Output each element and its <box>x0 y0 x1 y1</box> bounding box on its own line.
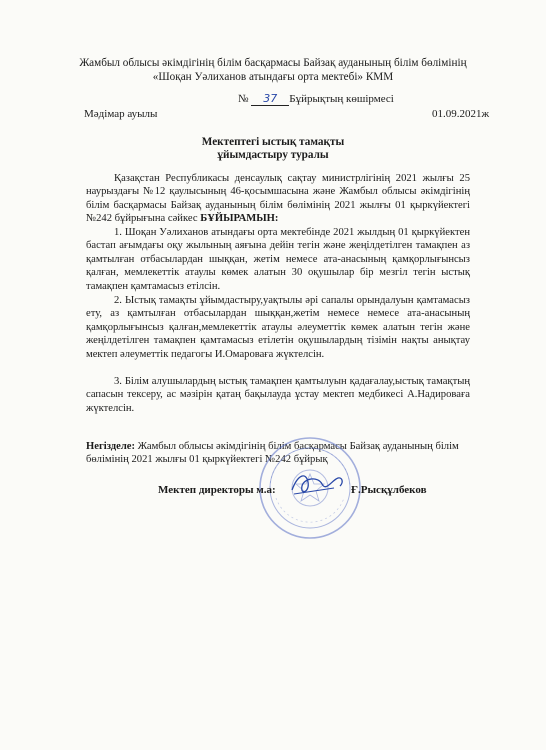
order-word: БҰЙЫРАМЫН: <box>200 213 279 225</box>
order-copy-label: Бұйрықтың көшірмесі <box>289 93 394 105</box>
director-signature <box>288 468 348 502</box>
basis-label: Негізделе: <box>86 441 135 452</box>
order-item-1: 1. Шоқан Уәлиханов атындағы орта мектебінде 2021 жылдың 01 қыркүйектен бастап ағымдағы оқу жылының аяғына дейін тегін және жеңілдетілген тамақпен аз қамтылған отбасылардан шыққан, жетім немесе ата-анасының қамқорлығынсыз қалған, мемлекеттік атаулы көмек алатын 30 оқушылар бір мезгіл тегін ыстық тамақпен қамтамасыз етілсін. <box>86 227 470 292</box>
signature-title: Мектеп директоры м.а: <box>158 484 276 496</box>
order-item-2: 2. Ыстық тамақты ұйымдастыру,уақтылы әрі сапалы орындалуын қамтамасыз ету, аз қамтылған отбасылардан шыққан,жетім немесе немесе ата-анасының қамқорлығынсыз қалған,мемлекеттік атаулы әлеуметтік көмек алатын тегін және жеңілдетілген тамақпен қамтамасыз етілетін оқушылардың тізімін нақты анықтау мектеп әлеуметтік педагогы И.Омароваға жүктелсін. <box>86 295 470 360</box>
title-line-1: Мектептегі ыстық тамақты <box>201 136 345 148</box>
intro-text: Қазақстан Республикасы денсаулық сақтау министрлігінің 2021 жылғы 25 наурыздағы №12 қаулысының 46-қосымшасына және Жамбыл облысы әкімдігінің білім басқармасы Байзақ ауданының білім бөлімінің 2021 жылғы 01 қыркүйектегі №242 бұйрығына сәйкес <box>86 173 470 225</box>
order-prefix: № <box>238 93 249 105</box>
document-title <box>0 136 546 162</box>
signatory-name: Ғ.Рысқұлбеков <box>351 484 427 496</box>
order-line <box>238 92 394 106</box>
village-name: Мәдімар ауылы <box>84 108 158 120</box>
intro-paragraph <box>86 172 470 226</box>
title-line-2: ұйымдастыру туралы <box>217 149 329 161</box>
header-line-1: Жамбыл облысы әкімдігінің білім басқармасы Байзақ ауданының білім бөлімінің <box>79 57 467 69</box>
order-number: 37 <box>251 92 289 106</box>
header-line-2: «Шоқан Уәлиханов атындағы орта мектебі» КММ <box>152 71 394 83</box>
order-date: 01.09.2021ж <box>432 108 490 120</box>
basis-text: Жамбыл облысы әкімдігінің білім басқармасы Байзақ ауданының білім бөлімінің 2021 жылғы 01 қыркүйектегі №242 бұйрық <box>86 441 459 466</box>
order-item-3: 3. Білім алушылардың ыстық тамақпен қамтылуын қадағалау,ыстық тамақтың сапасын тексеру, ас мәзірін қатаң бақылауда ұстау мектеп медбикесі А.Надироваға жүктелсін. <box>86 376 470 414</box>
